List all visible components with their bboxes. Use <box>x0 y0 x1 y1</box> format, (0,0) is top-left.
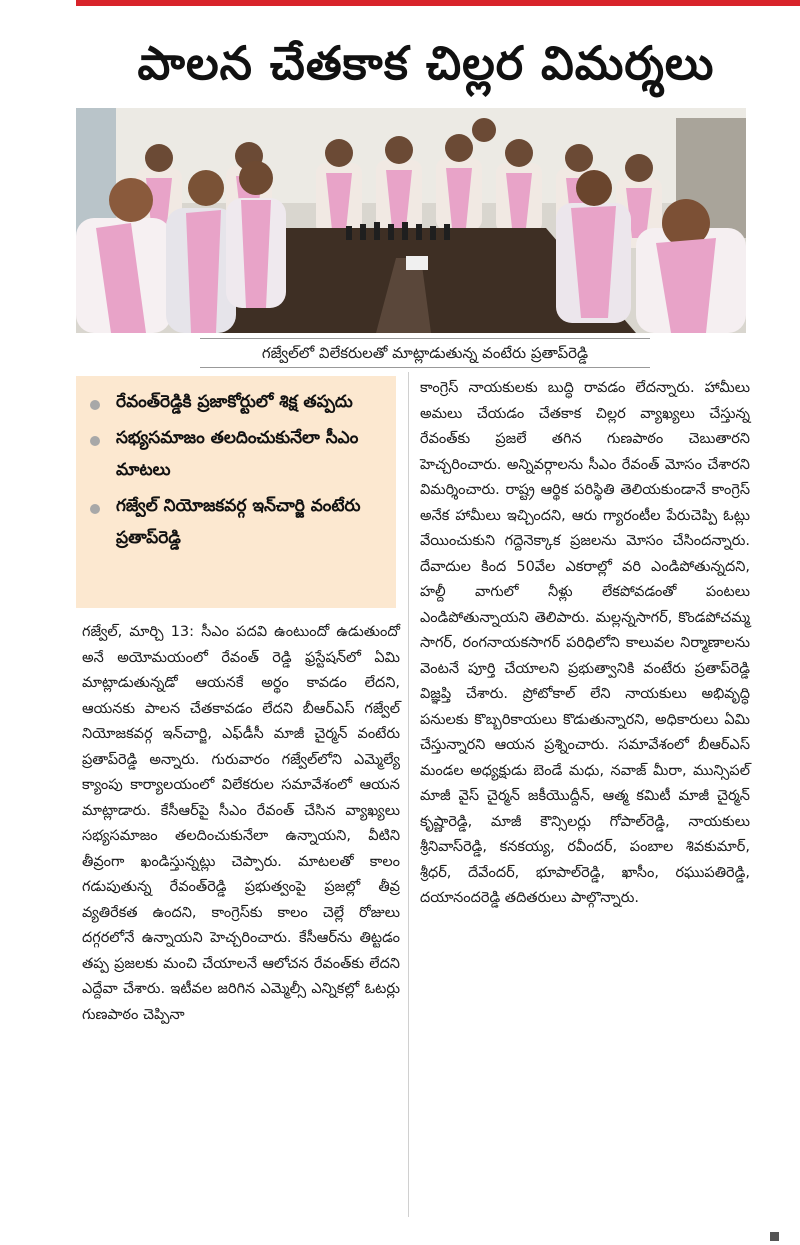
bullet-icon <box>90 400 100 410</box>
scroll-marker <box>770 1232 779 1241</box>
highlight-text: రేవంత్‌రెడ్డికి ప్రజాకోర్టులో శిక్ష తప్పదు <box>116 392 353 412</box>
bullet-icon <box>90 504 100 514</box>
article-body-left: గజ్వేల్, మార్చి 13: సీఎం పదవి ఉంటుందో ఉడుతుందో అనే అయోమయంలో రేవంత్ రెడ్డి ఫ్రస్టేషన్‌లో ఏమి మాట్లాడుతున్నడో ఆయనకే అర్థం కావడం లేదని, ఆయనకు పాలన చేతకావడం లేదని బీఆర్ఎస్ గజ్వేల్ నియోజకవర్గ ఇన్‌చార్జి, ఎఫ్‌డీసీ మాజీ చైర్మన్ వంటేరు ప్రతాప్‌రెడ్డి అన్నారు. గురువారం గజ్వేల్‌లోని ఎమ్మెల్యే క్యాంపు కార్యాలయంలో విలేకరుల సమావేశంలో ఆయన మాట్లాడారు. కేసీఆర్‌పై సీఎం రేవంత్ చేసిన వ్యాఖ్యలు సభ్యసమాజం తలదించుకునేలా ఉన్నాయని, వీటిని తీవ్రంగా ఖండిస్తున్నట్లు చెప్పారు. మాటలతో కాలం గడుపుతున్న రేవంత్‌రెడ్డి ప్రభుత్వంపై ప్రజల్లో తీవ్ర వ్యతిరేకత ఉందని, కాంగ్రెస్‌కు కాలం చెల్లే రోజులు దగ్గరలోనే ఉన్నాయని హెచ్చరించారు. కేసీఆర్‌ను తిట్టడం తప్ప ప్రజలకు మంచి చేయాలనే ఆలోచన రేవంత్‌కు లేదని ఎద్దేవా చేశారు. ఇటీవల జరిగిన ఎమ్మెల్సీ ఎన్నికల్లో ఓటర్లు గుణపాఠం చెప్పినా <box>82 624 400 1023</box>
press-meet-photo <box>76 108 746 333</box>
highlight-item <box>90 422 388 486</box>
bullet-icon <box>90 436 100 446</box>
highlight-item <box>90 386 388 418</box>
top-accent-bar <box>76 0 800 6</box>
headline: పాలన చేతకాక చిల్లర విమర్శలు <box>137 36 715 90</box>
highlight-item <box>90 490 388 554</box>
article-body-right: కాంగ్రెస్ నాయకులకు బుద్ధి రావడం లేదన్నారు. హామీలు అమలు చేయడం చేతకాక చిల్లర వ్యాఖ్యలు చేస్తున్న రేవంత్‌కు ప్రజలే తగిన గుణపాఠం చెబుతారని హెచ్చరించారు. అన్నివర్గాలను సీఎం రేవంత్ మోసం చేశారని విమర్శించారు. రాష్ట్ర ఆర్థిక పరిస్థితి తెలియకుండానే కాంగ్రెస్ అనేక హామీలు ఇచ్చిందని, ఆరు గ్యారంటీల పేరుచెప్పి ఓట్లు వేయించుకుని గద్దెనెక్కాక ప్రజలను మోసం చేసిందన్నారు. దేవాదుల కింద 50వేల ఎకరాల్లో వరి ఎండిపోతున్నదని, హల్దీ వాగులో నీళ్లు లేకపోవడంతో పంటలు ఎండిపోతున్నాయని తెలిపారు. మల్లన్నసాగర్, కొండపోచమ్మ సాగర్, రంగనాయకసాగర్ పరిధిలోని కాలువల నిర్మాణాలను వెంటనే పూర్తి చేయాలని ప్రభుత్వానికి వంటేరు ప్రతాప్‌రెడ్డి విజ్ఞప్తి చేశారు. ప్రోటోకాల్ లేని నాయకులు అభివృద్ధి పనులకు కొబ్బరికాయలు కొడుతున్నారని, అధికారులు ఏమి చేస్తున్నారని ఆయన ప్రశ్నించారు. సమావేశంలో బీఆర్ఎస్ మండల అధ్యక్షుడు బెండే మధు, నవాజ్ మీరా, మున్సిపల్ మాజీ వైస్ చైర్మన్ జకీయొద్దీన్, ఆత్మ కమిటీ మాజీ చైర్మన్ కృష్ణారెడ్డి, మాజీ కౌన్సిలర్లు గోపాల్‌రెడ్డి, నాయకులు శ్రీనివాస్‌రెడ్డి, కనకయ్య, రవీందర్, పంబాల శివకుమార్, శ్రీధర్, దేవేందర్, భూపాల్‌రెడ్డి, ఖాసీం, రఘుపతిరెడ్డి, దయానందరెడ్డి తదితరులు పాల్గొన్నారు. <box>420 380 750 906</box>
highlight-text: సభ్యసమాజం తలదించుకునేలా సీఎం మాటలు <box>116 428 359 480</box>
column-divider <box>408 372 409 1217</box>
photo-caption: గజ్వేల్‌లో విలేకరులతో మాట్లాడుతున్న వంటేరు ప్రతాప్‌రెడ్డి <box>200 338 650 368</box>
highlight-text: గజ్వేల్ నియోజకవర్గ ఇన్‌చార్జి వంటేరు ప్రతాప్‌రెడ్డి <box>116 496 361 548</box>
highlights-box <box>76 376 396 608</box>
